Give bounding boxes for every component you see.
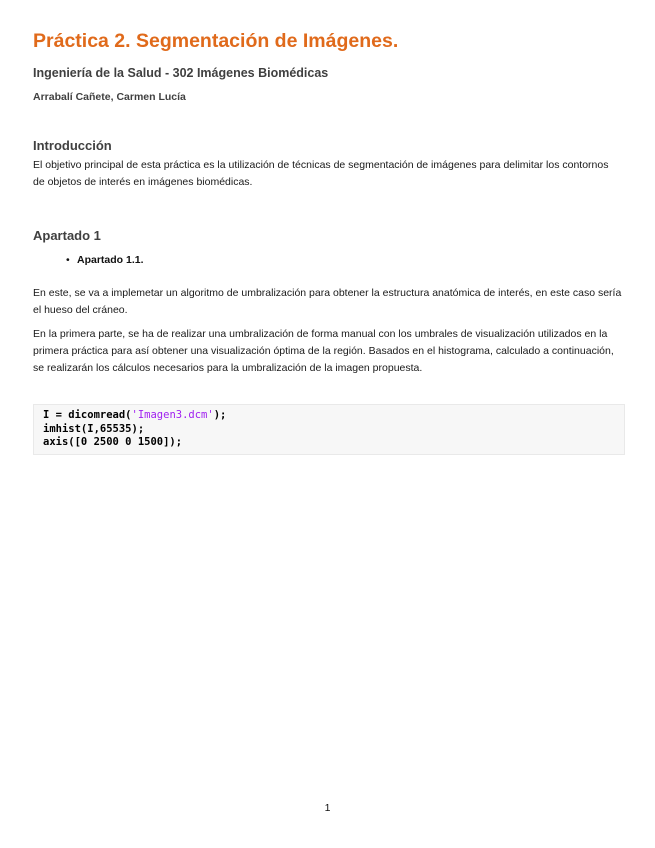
code-line-1 [43, 409, 615, 423]
code-text: ); [213, 409, 227, 421]
bullet-icon: • [66, 254, 70, 266]
bullet-label: Apartado 1.1. [77, 254, 144, 266]
code-string-literal: 'Imagen3.dcm' [131, 409, 214, 421]
page-number: 1 [324, 802, 331, 814]
code-line-2: imhist(I,65535); [43, 422, 145, 435]
document-subtitle: Ingeniería de la Salud - 302 Imágenes Biomédicas [33, 66, 329, 80]
bullet-item-apartado-1-1 [66, 254, 144, 266]
code-line-3: axis([0 2500 0 1500]); [43, 436, 183, 448]
apartado-paragraph-2: En la primera parte, se ha de realizar una umbralización de forma manual con los umbrales de visualización utilizados en la primera práctica para así obtener una visualización óptima de la región. Basados en el histograma, calculado a continuación, se realizarán los cálculos necesarios para la umbralización de la imagen propuesta. [33, 328, 614, 374]
code-block [33, 404, 625, 455]
section-heading-introduccion: Introducción [33, 138, 112, 153]
author-name: Arrabalí Cañete, Carmen Lucía [33, 91, 186, 103]
intro-paragraph: El objetivo principal de esta práctica es la utilización de técnicas de segmentación de imágenes para delimitar los contornos de objetos de interés en imágenes biomédicas. [33, 159, 609, 188]
document-title: Práctica 2. Segmentación de Imágenes. [33, 30, 399, 52]
code-text: I = dicomread( [43, 409, 132, 421]
apartado-paragraph-1: En este, se va a implemetar un algoritmo de umbralización para obtener la estructura anatómica de interés, en este caso sería el hueso del cráneo. [33, 287, 622, 316]
section-heading-apartado-1: Apartado 1 [33, 228, 101, 243]
